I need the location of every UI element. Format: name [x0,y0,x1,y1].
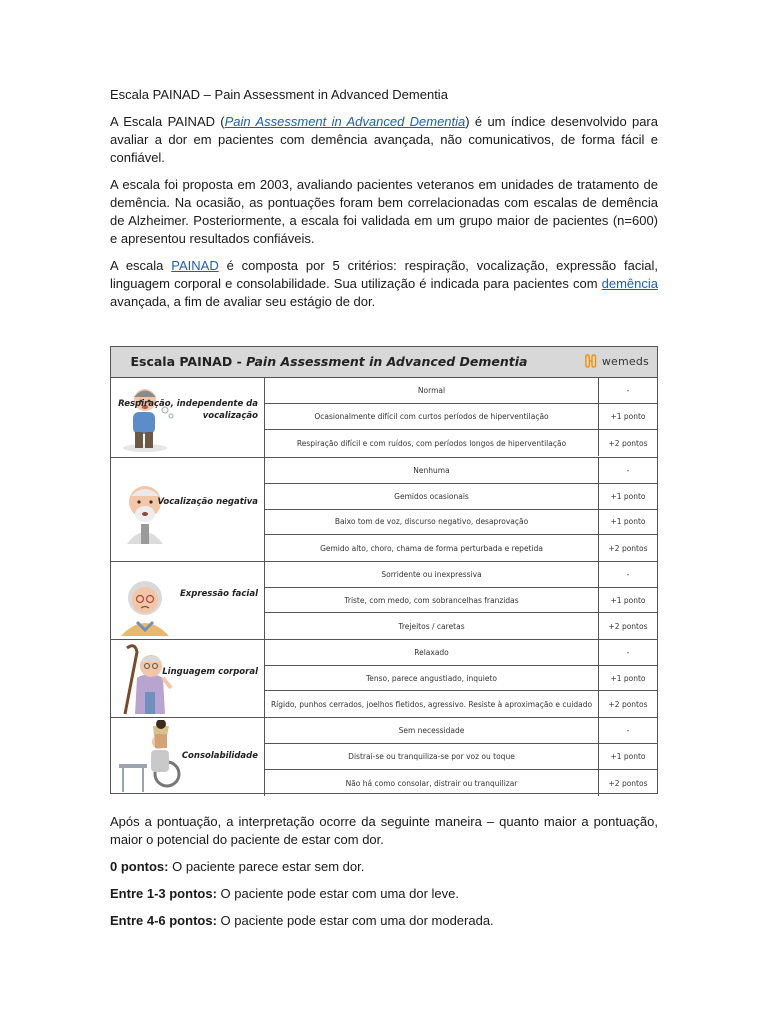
row-points: - [626,647,630,657]
group-label-cell [111,640,265,717]
row-points: +1 ponto [610,752,646,761]
row-description: Gemidos ocasionais [265,484,599,509]
caregiver-patient-icon [115,720,185,794]
row-description: Baixo tom de voz, discurso negativo, desaprovação [265,510,599,535]
row-points: - [626,386,630,395]
row-points: +1 ponto [610,412,646,421]
row-points: +1 ponto [610,595,646,605]
painad-short-link[interactable]: PAINAD [171,258,219,273]
figure-title [111,354,547,369]
table-row [265,510,657,536]
score-1-3 [110,885,658,903]
group-label-cell [111,458,265,561]
table-row [265,535,657,561]
elderly-woman-face-icon [115,568,183,638]
group-label: Vocalização negativa [157,497,258,507]
table-row [265,770,657,796]
title-italic: Pain Assessment in Advanced Dementia [246,354,528,369]
logo-text: wemeds [601,354,649,368]
score-label: Entre 4-6 pontos: [110,913,217,928]
row-points: +2 pontos [608,438,648,448]
group-label-cell [111,562,265,639]
painad-link[interactable]: Pain Assessment in Advanced Dementia [224,114,466,129]
wemeds-logo-icon [585,353,599,369]
wemeds-logo [585,353,649,369]
group-rows [265,718,657,796]
row-description: Não há como consolar, distrair ou tranquilizar [265,770,599,796]
table-row [265,744,657,770]
table-row [265,562,657,588]
group-label: Consolabilidade [181,751,258,761]
table-row [265,588,657,614]
row-description: Normal [265,378,599,403]
group-respiracao [111,378,657,458]
row-points: - [626,465,630,475]
score-0 [110,858,658,876]
row-points: +1 ponto [610,491,646,501]
text: é composta por 5 critérios: respiração, vocalização, expressão facial, linguagem corporal e consolabilidade. Sua utilização é indicada para pacientes com [110,258,658,291]
group-expressao [111,562,657,640]
table-row [265,458,657,484]
row-description: Triste, com medo, com sobrancelhas franzidas [265,588,599,613]
row-points: +2 pontos [608,778,648,788]
group-label: Respiração, independente da vocalização [118,399,258,421]
interpretation-section [110,813,658,939]
row-description: Relaxado [265,640,599,665]
group-rows [265,640,657,717]
table-row [265,378,657,404]
interpretation-paragraph: Após a pontuação, a interpretação ocorre da seguinte maneira – quanto maior a pontuação, maior o potencial do paciente de estar com dor. [110,814,658,847]
group-rows [265,378,657,457]
table-row [265,718,657,744]
table-row [265,404,657,430]
row-description: Distrai-se ou tranquiliza-se por voz ou toque [265,744,599,769]
text: avançada, a fim de avaliar seu estágio de dor. [110,294,376,309]
row-description: Respiração difícil e com ruídos, com períodos longos de hiperventilação [265,430,599,456]
row-points: +2 pontos [608,621,648,631]
table-row [265,691,657,717]
row-points: +1 ponto [610,517,646,527]
dementia-link[interactable]: demência [601,276,658,291]
group-label-cell [111,378,265,457]
score-text: O paciente pode estar com uma dor moderada. [216,913,494,928]
group-rows [265,562,657,639]
group-label: Expressão facial [179,589,258,599]
elderly-man-face-icon [115,474,183,546]
row-points: +2 pontos [608,699,648,709]
score-4-6 [110,912,658,930]
row-description: Rígido, punhos cerrados, joelhos fletidos, agressivo. Resiste à aproximação e cuidado [265,691,599,717]
group-vocalizacao [111,458,657,562]
document-body [110,86,658,320]
row-description: Sorridente ou inexpressiva [265,562,599,587]
document-title: Escala PAINAD – Pain Assessment in Advanced Dementia [110,87,448,102]
group-label-cell [111,718,265,796]
text: A escala [110,258,172,273]
table-row [265,666,657,692]
criteria-paragraph [110,257,658,311]
row-points: +1 ponto [610,673,646,683]
history-paragraph: A escala foi proposta em 2003, avaliando pacientes veteranos em unidades de tratamento de demência. Na ocasião, as pontuações foram bem correlacionadas com escalas de demência de Alzheimer. Posteriormente, a escala foi validada em um grupo maior de pacientes (n=600) e apresentou resultados confiáveis. [110,177,658,246]
score-label: 0 pontos: [110,859,169,874]
score-label: Entre 1-3 pontos: [110,886,217,901]
row-points: +2 pontos [608,543,648,553]
table-row [265,484,657,510]
painad-table-figure [110,346,658,794]
figure-header [111,347,657,378]
group-linguagem [111,640,657,718]
table-row [265,430,657,456]
row-description: Trejeitos / caretas [265,613,599,639]
table-row [265,640,657,666]
row-points: - [626,726,630,735]
row-description: Tenso, parece angustiado, inquieto [265,666,599,691]
text: ) é um índice desenvolvido para avaliar a dor em pacientes com demência avançada, não comunicativos, de forma fácil e confiável. [110,114,658,165]
score-text: O paciente parece estar sem dor. [168,859,365,874]
text: A Escala PAINAD ( [110,114,225,129]
row-points: - [626,569,630,579]
table-row [265,613,657,639]
score-text: O paciente pode estar com uma dor leve. [216,886,459,901]
group-consolabilidade [111,718,657,796]
elderly-woman-cane-icon [115,642,183,716]
intro-paragraph [110,113,658,167]
row-description: Nenhuma [265,458,599,483]
row-description: Gemido alto, choro, chama de forma perturbada e repetida [265,535,599,561]
group-rows [265,458,657,561]
group-label: Linguagem corporal [162,667,258,677]
row-description: Sem necessidade [265,718,599,743]
title-text: Escala PAINAD - [130,354,247,369]
row-description: Ocasionalmente difícil com curtos períodos de hiperventilação [265,404,599,429]
